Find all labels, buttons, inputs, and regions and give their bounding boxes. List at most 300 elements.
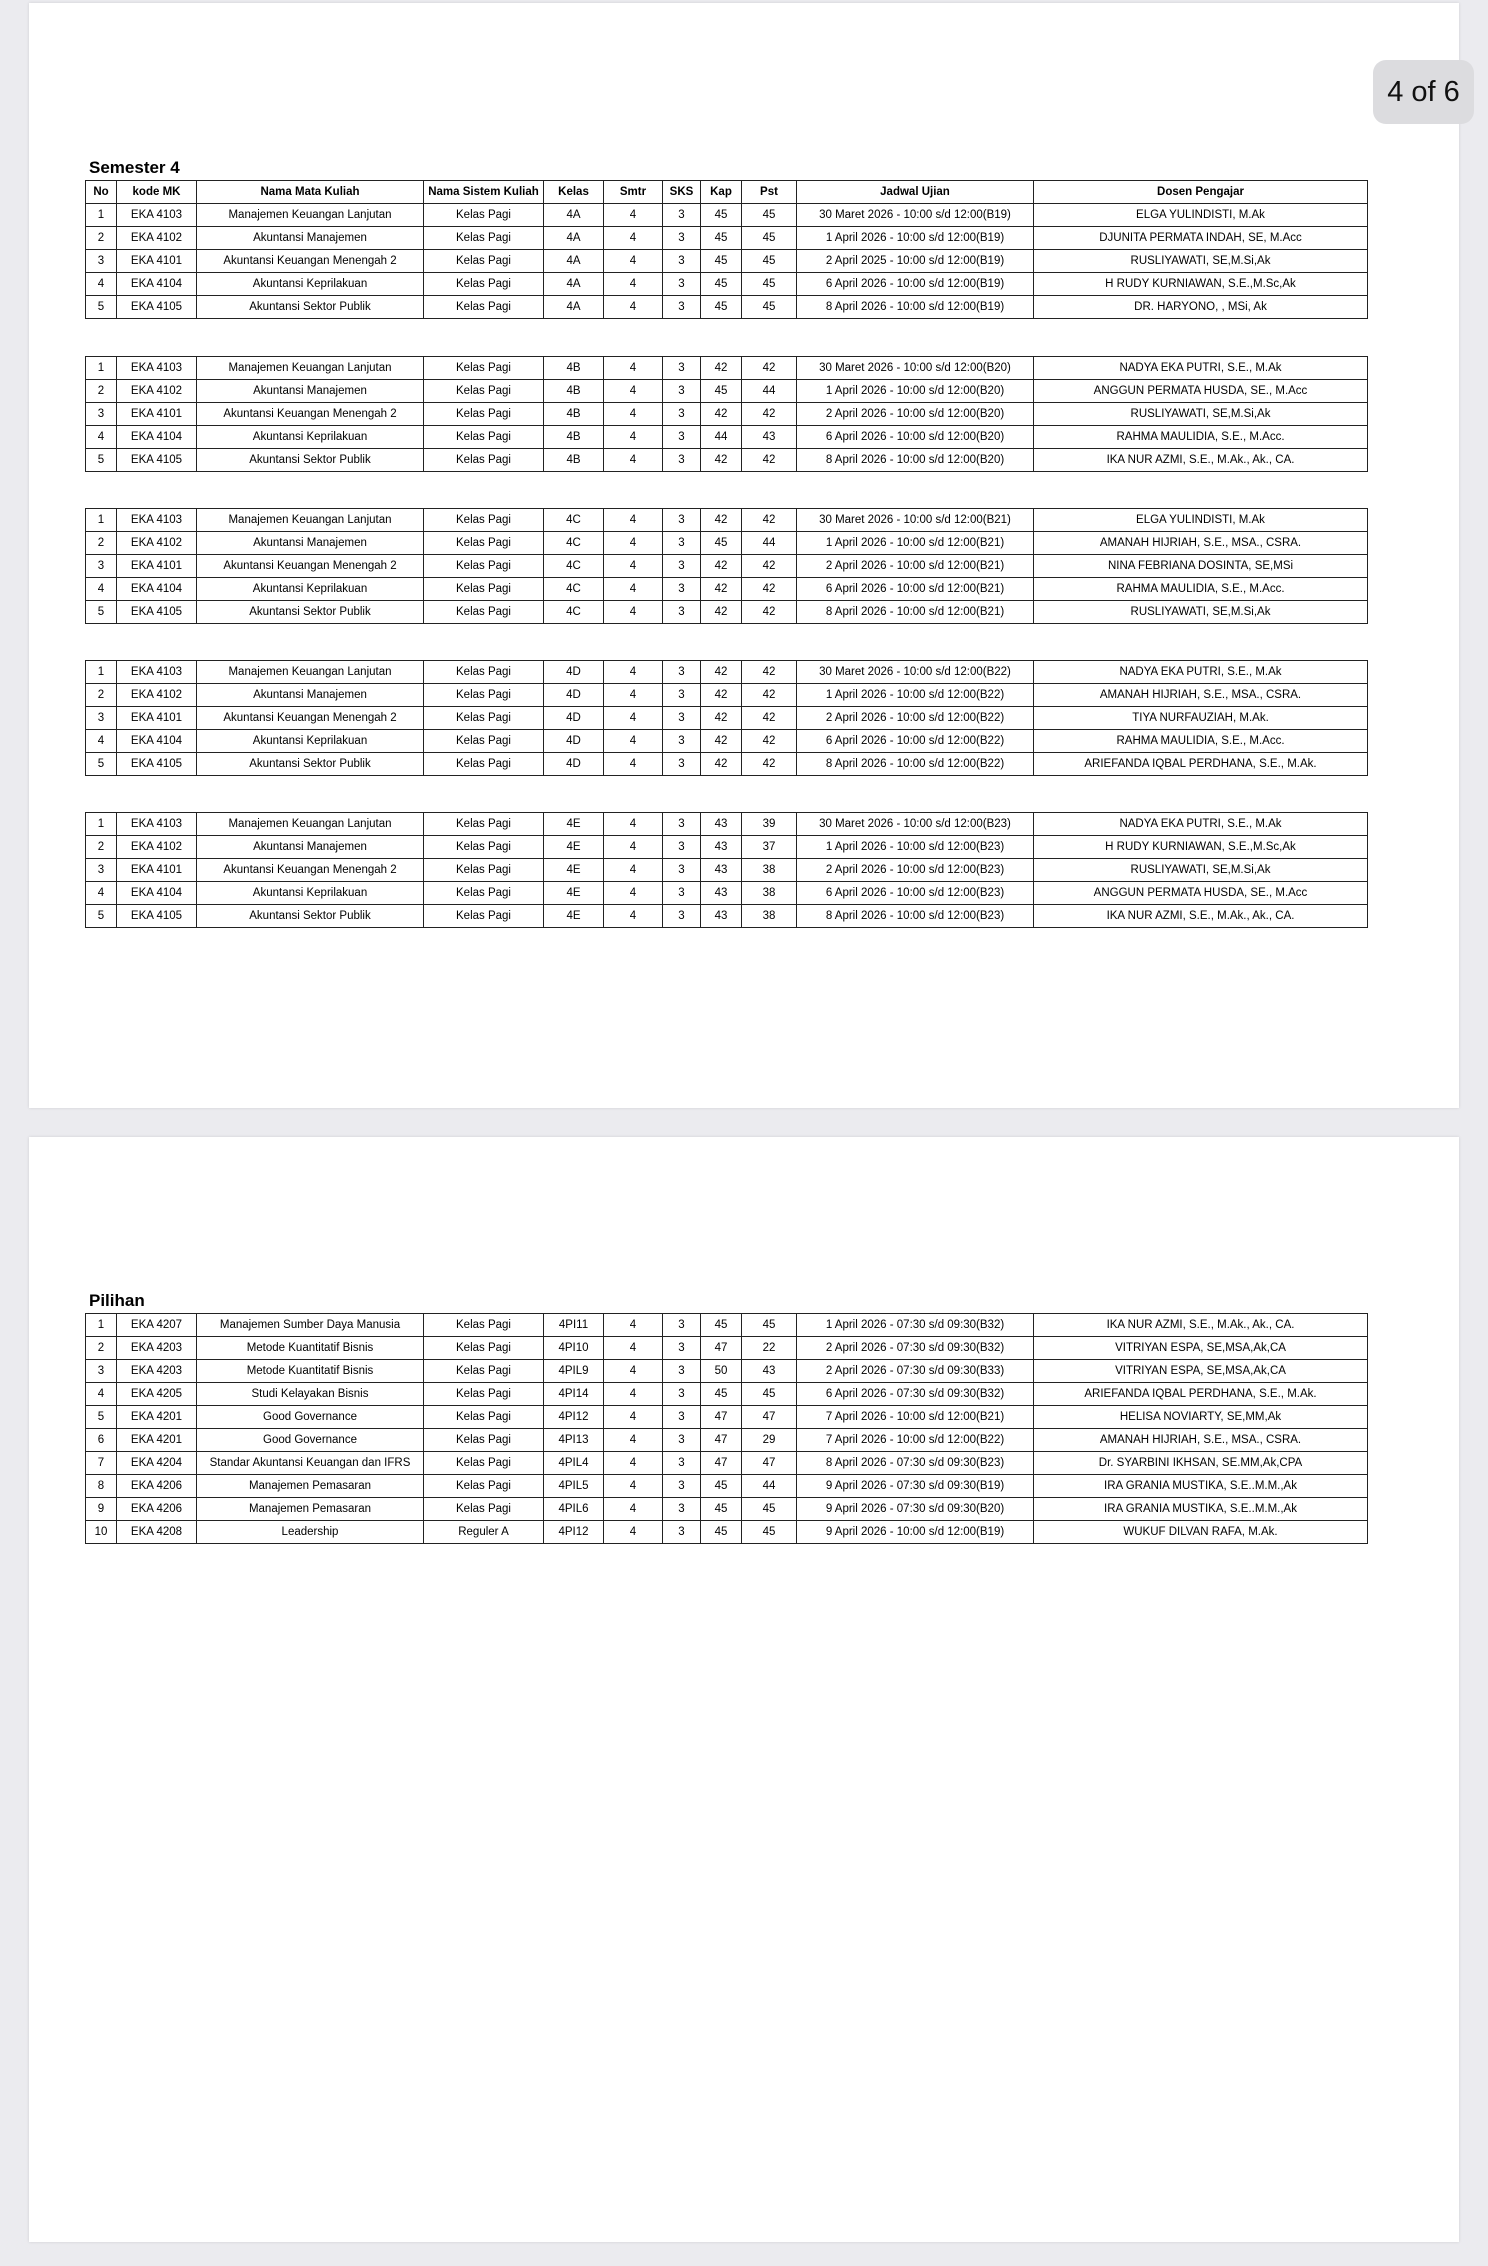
table-cell: Kelas Pagi <box>424 204 544 227</box>
table-cell: Kelas Pagi <box>424 1498 544 1521</box>
table-cell: 30 Maret 2026 - 10:00 s/d 12:00(B19) <box>797 204 1034 227</box>
table-cell: 9 April 2026 - 07:30 s/d 09:30(B19) <box>797 1475 1034 1498</box>
table-cell: 42 <box>742 730 797 753</box>
table-cell: 3 <box>663 532 701 555</box>
table-cell: EKA 4101 <box>117 403 197 426</box>
table-cell: 42 <box>742 753 797 776</box>
table-cell: Kelas Pagi <box>424 1475 544 1498</box>
table-cell: 1 <box>86 357 117 380</box>
table-cell: Kelas Pagi <box>424 578 544 601</box>
table-cell: EKA 4103 <box>117 661 197 684</box>
table-cell: 3 <box>86 1360 117 1383</box>
table-cell: 42 <box>701 555 742 578</box>
table-cell: Manajemen Keuangan Lanjutan <box>197 204 424 227</box>
table-cell: 22 <box>742 1337 797 1360</box>
table-cell: 2 <box>86 532 117 555</box>
table-row <box>86 403 1368 426</box>
table-cell: 45 <box>742 1498 797 1521</box>
table-row <box>86 532 1368 555</box>
document-page-1 <box>29 3 1459 1108</box>
table-cell: Manajemen Keuangan Lanjutan <box>197 813 424 836</box>
table-cell: 3 <box>663 380 701 403</box>
table-cell: Akuntansi Keprilakuan <box>197 730 424 753</box>
table-cell: 44 <box>742 380 797 403</box>
table-cell: 8 April 2026 - 10:00 s/d 12:00(B21) <box>797 601 1034 624</box>
column-header: SKS <box>663 181 701 204</box>
table-cell: VITRIYAN ESPA, SE,MSA,Ak,CA <box>1034 1360 1368 1383</box>
table-cell: Kelas Pagi <box>424 753 544 776</box>
table-cell: 42 <box>701 753 742 776</box>
table-row <box>86 273 1368 296</box>
table-cell: 4 <box>604 426 663 449</box>
table-row <box>86 1521 1368 1544</box>
table-cell: 43 <box>701 882 742 905</box>
table-cell: 43 <box>701 813 742 836</box>
table-cell: 4 <box>86 578 117 601</box>
table-cell: 4E <box>544 859 604 882</box>
table-cell: 4 <box>604 836 663 859</box>
table-cell: 3 <box>663 859 701 882</box>
table-cell: 3 <box>663 357 701 380</box>
table-cell: Akuntansi Sektor Publik <box>197 905 424 928</box>
column-header: No <box>86 181 117 204</box>
table-row <box>86 730 1368 753</box>
table-cell: Good Governance <box>197 1429 424 1452</box>
table-cell: Kelas Pagi <box>424 532 544 555</box>
table-cell: 30 Maret 2026 - 10:00 s/d 12:00(B23) <box>797 813 1034 836</box>
table-cell: 3 <box>663 555 701 578</box>
table-cell: EKA 4103 <box>117 509 197 532</box>
table-cell: 1 April 2026 - 10:00 s/d 12:00(B23) <box>797 836 1034 859</box>
table-cell: 9 <box>86 1498 117 1521</box>
table-cell: 4PIL4 <box>544 1452 604 1475</box>
table-cell: RAHMA MAULIDIA, S.E., M.Acc. <box>1034 426 1368 449</box>
table-cell: 42 <box>701 601 742 624</box>
table-cell: NADYA EKA PUTRI, S.E., M.Ak <box>1034 813 1368 836</box>
table-cell: Kelas Pagi <box>424 1383 544 1406</box>
table-cell: 4A <box>544 250 604 273</box>
table-cell: 4 <box>604 813 663 836</box>
section-title-pilihan: Pilihan <box>89 1291 145 1310</box>
table-cell: 45 <box>742 204 797 227</box>
table-cell: 8 April 2026 - 10:00 s/d 12:00(B22) <box>797 753 1034 776</box>
column-header: Jadwal Ujian <box>797 181 1034 204</box>
table-cell: Akuntansi Sektor Publik <box>197 753 424 776</box>
table-cell: 38 <box>742 859 797 882</box>
table-row <box>86 1383 1368 1406</box>
table-cell: Kelas Pagi <box>424 601 544 624</box>
table-cell: Akuntansi Manajemen <box>197 684 424 707</box>
table-cell: Kelas Pagi <box>424 707 544 730</box>
table-cell: VITRIYAN ESPA, SE,MSA,Ak,CA <box>1034 1337 1368 1360</box>
table-cell: 2 April 2026 - 10:00 s/d 12:00(B21) <box>797 555 1034 578</box>
table-cell: EKA 4105 <box>117 905 197 928</box>
table-cell: 3 <box>663 753 701 776</box>
table-cell: 3 <box>663 578 701 601</box>
table-cell: 3 <box>663 730 701 753</box>
table-cell: 42 <box>701 449 742 472</box>
table-cell: 5 <box>86 296 117 319</box>
table-cell: EKA 4104 <box>117 578 197 601</box>
table-cell: H RUDY KURNIAWAN, S.E.,M.Sc,Ak <box>1034 836 1368 859</box>
section-title-semester: Semester 4 <box>89 158 180 177</box>
table-cell: 4A <box>544 296 604 319</box>
table-cell: IKA NUR AZMI, S.E., M.Ak., Ak., CA. <box>1034 449 1368 472</box>
table-cell: 45 <box>701 380 742 403</box>
table-row <box>86 1337 1368 1360</box>
table-cell: 43 <box>701 905 742 928</box>
table-cell: EKA 4206 <box>117 1475 197 1498</box>
table-cell: 43 <box>701 859 742 882</box>
table-cell: 4 <box>604 509 663 532</box>
table-cell: 47 <box>742 1452 797 1475</box>
table-cell: EKA 4201 <box>117 1406 197 1429</box>
table-cell: WUKUF DILVAN RAFA, M.Ak. <box>1034 1521 1368 1544</box>
table-cell: 30 Maret 2026 - 10:00 s/d 12:00(B20) <box>797 357 1034 380</box>
table-cell: DJUNITA PERMATA INDAH, SE, M.Acc <box>1034 227 1368 250</box>
table-cell: RAHMA MAULIDIA, S.E., M.Acc. <box>1034 578 1368 601</box>
table-cell: 42 <box>701 578 742 601</box>
table-cell: Kelas Pagi <box>424 357 544 380</box>
table-cell: Akuntansi Manajemen <box>197 227 424 250</box>
table-cell: 4D <box>544 730 604 753</box>
table-cell: EKA 4105 <box>117 296 197 319</box>
table-cell: 4E <box>544 905 604 928</box>
table-cell: 47 <box>701 1452 742 1475</box>
table-cell: 45 <box>742 1521 797 1544</box>
table-cell: 42 <box>701 730 742 753</box>
table-cell: 2 April 2026 - 10:00 s/d 12:00(B22) <box>797 707 1034 730</box>
table-cell: 2 <box>86 380 117 403</box>
column-header: Nama Mata Kuliah <box>197 181 424 204</box>
table-cell: 4B <box>544 357 604 380</box>
table-cell: 9 April 2026 - 07:30 s/d 09:30(B20) <box>797 1498 1034 1521</box>
table-cell: EKA 4201 <box>117 1429 197 1452</box>
table-cell: RAHMA MAULIDIA, S.E., M.Acc. <box>1034 730 1368 753</box>
table-cell: ARIEFANDA IQBAL PERDHANA, S.E., M.Ak. <box>1034 1383 1368 1406</box>
table-cell: 45 <box>701 1475 742 1498</box>
table-row <box>86 1360 1368 1383</box>
table-cell: 4PI10 <box>544 1337 604 1360</box>
table-cell: 3 <box>663 204 701 227</box>
table-cell: 4 <box>604 707 663 730</box>
schedule-table-group <box>85 660 1368 776</box>
table-cell: 42 <box>742 357 797 380</box>
table-cell: 4C <box>544 509 604 532</box>
table-cell: ARIEFANDA IQBAL PERDHANA, S.E., M.Ak. <box>1034 753 1368 776</box>
table-cell: IRA GRANIA MUSTIKA, S.E..M.M.,Ak <box>1034 1498 1368 1521</box>
column-header: Kap <box>701 181 742 204</box>
table-cell: 42 <box>742 509 797 532</box>
table-cell: 44 <box>742 1475 797 1498</box>
table-cell: EKA 4205 <box>117 1383 197 1406</box>
table-cell: EKA 4207 <box>117 1314 197 1337</box>
table-cell: Akuntansi Keuangan Menengah 2 <box>197 859 424 882</box>
table-cell: 45 <box>701 273 742 296</box>
table-cell: 45 <box>742 273 797 296</box>
table-cell: 45 <box>701 250 742 273</box>
table-cell: 4 <box>604 601 663 624</box>
column-header: kode MK <box>117 181 197 204</box>
table-cell: 3 <box>663 1337 701 1360</box>
table-cell: 4B <box>544 380 604 403</box>
table-cell: 7 April 2026 - 10:00 s/d 12:00(B21) <box>797 1406 1034 1429</box>
table-cell: 3 <box>663 227 701 250</box>
table-cell: Akuntansi Manajemen <box>197 532 424 555</box>
table-cell: Akuntansi Keuangan Menengah 2 <box>197 250 424 273</box>
table-cell: 4 <box>604 1383 663 1406</box>
table-cell: 4C <box>544 532 604 555</box>
table-cell: NADYA EKA PUTRI, S.E., M.Ak <box>1034 357 1368 380</box>
table-cell: 3 <box>663 601 701 624</box>
table-cell: 3 <box>663 403 701 426</box>
table-cell: 8 April 2026 - 07:30 s/d 09:30(B23) <box>797 1452 1034 1475</box>
table-cell: 1 <box>86 661 117 684</box>
table-cell: Kelas Pagi <box>424 1406 544 1429</box>
table-cell: 4 <box>604 273 663 296</box>
table-row <box>86 707 1368 730</box>
table-cell: 4 <box>604 859 663 882</box>
table-cell: Manajemen Keuangan Lanjutan <box>197 509 424 532</box>
table-cell: Kelas Pagi <box>424 1337 544 1360</box>
table-cell: 42 <box>742 707 797 730</box>
table-cell: 47 <box>701 1406 742 1429</box>
table-cell: 4 <box>604 555 663 578</box>
table-cell: 3 <box>663 661 701 684</box>
table-cell: 4PIL9 <box>544 1360 604 1383</box>
table-cell: 45 <box>701 1521 742 1544</box>
table-cell: 3 <box>663 1521 701 1544</box>
table-cell: Kelas Pagi <box>424 1360 544 1383</box>
table-cell: 4 <box>604 296 663 319</box>
table-cell: AMANAH HIJRIAH, S.E., MSA., CSRA. <box>1034 1429 1368 1452</box>
table-cell: Kelas Pagi <box>424 227 544 250</box>
table-cell: 42 <box>742 403 797 426</box>
table-cell: 42 <box>742 661 797 684</box>
table-cell: 4 <box>604 1406 663 1429</box>
table-cell: Akuntansi Keuangan Menengah 2 <box>197 707 424 730</box>
table-cell: 45 <box>701 1498 742 1521</box>
table-cell: Kelas Pagi <box>424 882 544 905</box>
table-cell: 45 <box>701 1383 742 1406</box>
table-cell: 2 <box>86 684 117 707</box>
table-cell: 4E <box>544 882 604 905</box>
table-cell: 42 <box>742 601 797 624</box>
table-cell: 4D <box>544 661 604 684</box>
table-cell: Kelas Pagi <box>424 449 544 472</box>
table-row <box>86 1429 1368 1452</box>
table-cell: 4 <box>604 1429 663 1452</box>
table-cell: Akuntansi Keuangan Menengah 2 <box>197 555 424 578</box>
table-cell: RUSLIYAWATI, SE,M.Si,Ak <box>1034 250 1368 273</box>
table-row <box>86 1498 1368 1521</box>
table-cell: Akuntansi Keuangan Menengah 2 <box>197 403 424 426</box>
table-cell: EKA 4105 <box>117 449 197 472</box>
table-row <box>86 859 1368 882</box>
table-row <box>86 661 1368 684</box>
table-cell: ELGA YULINDISTI, M.Ak <box>1034 204 1368 227</box>
table-cell: 1 <box>86 204 117 227</box>
table-cell: 2 April 2026 - 07:30 s/d 09:30(B32) <box>797 1337 1034 1360</box>
table-cell: 43 <box>742 1360 797 1383</box>
table-cell: 1 April 2026 - 10:00 s/d 12:00(B20) <box>797 380 1034 403</box>
table-cell: IRA GRANIA MUSTIKA, S.E..M.M.,Ak <box>1034 1475 1368 1498</box>
table-cell: 3 <box>663 836 701 859</box>
table-cell: 6 April 2026 - 10:00 s/d 12:00(B22) <box>797 730 1034 753</box>
table-cell: Akuntansi Sektor Publik <box>197 601 424 624</box>
table-cell: 6 April 2026 - 10:00 s/d 12:00(B23) <box>797 882 1034 905</box>
table-row <box>86 296 1368 319</box>
table-cell: 8 April 2026 - 10:00 s/d 12:00(B23) <box>797 905 1034 928</box>
table-cell: 7 <box>86 1452 117 1475</box>
table-cell: Kelas Pagi <box>424 250 544 273</box>
table-cell: Kelas Pagi <box>424 1314 544 1337</box>
table-cell: 2 April 2026 - 10:00 s/d 12:00(B20) <box>797 403 1034 426</box>
table-row <box>86 882 1368 905</box>
table-cell: 38 <box>742 905 797 928</box>
table-cell: 45 <box>701 1314 742 1337</box>
table-cell: 4D <box>544 684 604 707</box>
table-cell: Kelas Pagi <box>424 403 544 426</box>
table-cell: Good Governance <box>197 1406 424 1429</box>
table-cell: 4A <box>544 204 604 227</box>
table-cell: 3 <box>663 426 701 449</box>
table-cell: 4 <box>604 227 663 250</box>
table-cell: EKA 4102 <box>117 684 197 707</box>
table-cell: Akuntansi Keprilakuan <box>197 578 424 601</box>
table-cell: 6 April 2026 - 10:00 s/d 12:00(B19) <box>797 273 1034 296</box>
table-cell: 45 <box>742 1314 797 1337</box>
table-cell: Metode Kuantitatif Bisnis <box>197 1337 424 1360</box>
table-cell: 3 <box>663 1452 701 1475</box>
table-cell: 47 <box>701 1337 742 1360</box>
table-cell: 9 April 2026 - 10:00 s/d 12:00(B19) <box>797 1521 1034 1544</box>
table-cell: 30 Maret 2026 - 10:00 s/d 12:00(B21) <box>797 509 1034 532</box>
schedule-table-group <box>85 812 1368 928</box>
table-cell: 45 <box>701 204 742 227</box>
table-cell: Kelas Pagi <box>424 380 544 403</box>
table-cell: Kelas Pagi <box>424 661 544 684</box>
table-cell: Manajemen Sumber Daya Manusia <box>197 1314 424 1337</box>
table-cell: 4 <box>604 1360 663 1383</box>
table-cell: EKA 4105 <box>117 753 197 776</box>
table-cell: HELISA NOVIARTY, SE,MM,Ak <box>1034 1406 1368 1429</box>
table-cell: 39 <box>742 813 797 836</box>
table-cell: 1 April 2026 - 07:30 s/d 09:30(B32) <box>797 1314 1034 1337</box>
table-cell: RUSLIYAWATI, SE,M.Si,Ak <box>1034 601 1368 624</box>
table-cell: 3 <box>663 1429 701 1452</box>
table-cell: 45 <box>701 532 742 555</box>
table-cell: 10 <box>86 1521 117 1544</box>
table-cell: 42 <box>701 684 742 707</box>
table-cell: 4B <box>544 426 604 449</box>
table-cell: Kelas Pagi <box>424 730 544 753</box>
table-cell: EKA 4203 <box>117 1337 197 1360</box>
table-cell: 30 Maret 2026 - 10:00 s/d 12:00(B22) <box>797 661 1034 684</box>
table-cell: RUSLIYAWATI, SE,M.Si,Ak <box>1034 859 1368 882</box>
table-cell: EKA 4103 <box>117 204 197 227</box>
table-cell: 4 <box>86 730 117 753</box>
table-cell: 4 <box>604 578 663 601</box>
table-cell: 29 <box>742 1429 797 1452</box>
table-cell: EKA 4102 <box>117 380 197 403</box>
table-cell: 3 <box>86 555 117 578</box>
table-cell: 4 <box>604 403 663 426</box>
table-cell: Kelas Pagi <box>424 1452 544 1475</box>
table-cell: 3 <box>663 707 701 730</box>
table-cell: 3 <box>663 1314 701 1337</box>
table-cell: 1 <box>86 813 117 836</box>
table-row <box>86 380 1368 403</box>
table-cell: EKA 4102 <box>117 532 197 555</box>
table-cell: 44 <box>742 532 797 555</box>
table-cell: 47 <box>742 1406 797 1429</box>
table-cell: 42 <box>701 509 742 532</box>
table-cell: 43 <box>742 426 797 449</box>
table-cell: 3 <box>663 1360 701 1383</box>
table-cell: Kelas Pagi <box>424 273 544 296</box>
column-header: Smtr <box>604 181 663 204</box>
table-cell: 4PIL6 <box>544 1498 604 1521</box>
table-row <box>86 1406 1368 1429</box>
column-header: Dosen Pengajar <box>1034 181 1368 204</box>
page-indicator: 4 of 6 <box>1373 60 1474 124</box>
table-header-row <box>86 181 1368 204</box>
table-cell: 8 April 2026 - 10:00 s/d 12:00(B19) <box>797 296 1034 319</box>
table-cell: Akuntansi Keprilakuan <box>197 273 424 296</box>
table-cell: EKA 4104 <box>117 730 197 753</box>
table-cell: 45 <box>742 1383 797 1406</box>
table-cell: 1 April 2026 - 10:00 s/d 12:00(B21) <box>797 532 1034 555</box>
table-cell: 45 <box>742 227 797 250</box>
table-cell: EKA 4102 <box>117 836 197 859</box>
table-cell: Manajemen Keuangan Lanjutan <box>197 357 424 380</box>
table-cell: 8 <box>86 1475 117 1498</box>
table-cell: 5 <box>86 1406 117 1429</box>
table-cell: Leadership <box>197 1521 424 1544</box>
table-cell: 6 April 2026 - 07:30 s/d 09:30(B32) <box>797 1383 1034 1406</box>
table-cell: ELGA YULINDISTI, M.Ak <box>1034 509 1368 532</box>
table-cell: Manajemen Pemasaran <box>197 1475 424 1498</box>
table-cell: 5 <box>86 601 117 624</box>
table-cell: 45 <box>701 227 742 250</box>
table-cell: 4D <box>544 707 604 730</box>
table-cell: 4PIL5 <box>544 1475 604 1498</box>
table-cell: 3 <box>663 250 701 273</box>
table-cell: 2 April 2026 - 10:00 s/d 12:00(B23) <box>797 859 1034 882</box>
table-cell: 44 <box>701 426 742 449</box>
table-cell: 2 <box>86 1337 117 1360</box>
table-cell: 3 <box>663 509 701 532</box>
table-cell: 2 <box>86 227 117 250</box>
table-cell: Studi Kelayakan Bisnis <box>197 1383 424 1406</box>
table-cell: Kelas Pagi <box>424 426 544 449</box>
table-cell: EKA 4104 <box>117 426 197 449</box>
table-cell: 4PI12 <box>544 1406 604 1429</box>
table-cell: EKA 4101 <box>117 859 197 882</box>
table-cell: 4 <box>604 532 663 555</box>
table-cell: 42 <box>742 449 797 472</box>
table-cell: 4 <box>604 1337 663 1360</box>
table-cell: 42 <box>701 661 742 684</box>
table-row <box>86 1475 1368 1498</box>
table-cell: EKA 4101 <box>117 707 197 730</box>
table-cell: 3 <box>663 684 701 707</box>
table-cell: EKA 4104 <box>117 273 197 296</box>
table-cell: 38 <box>742 882 797 905</box>
table-cell: 37 <box>742 836 797 859</box>
table-cell: 3 <box>663 296 701 319</box>
